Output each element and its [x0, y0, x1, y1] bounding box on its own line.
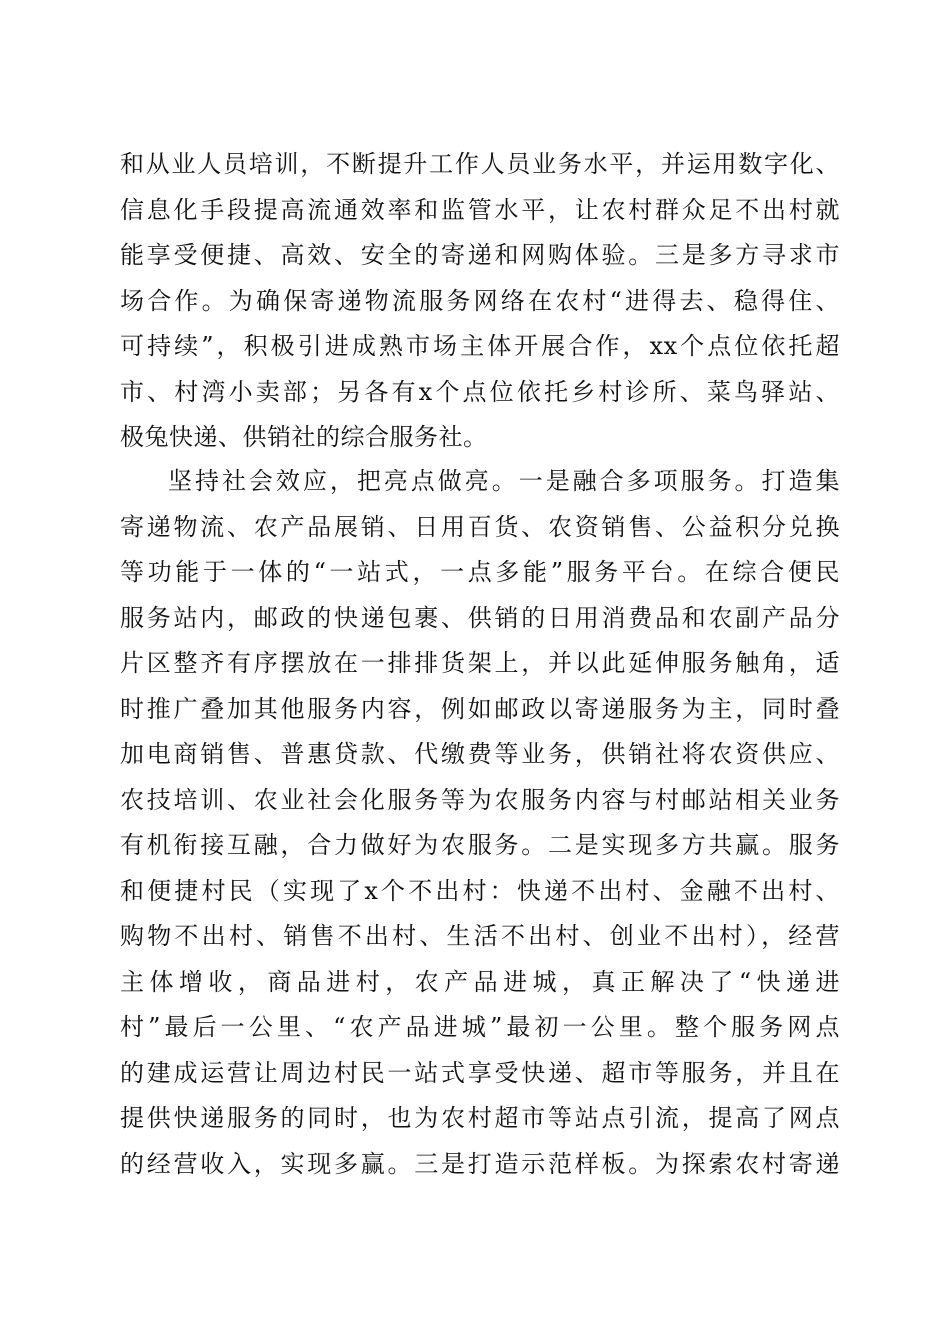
paragraph-line: 等功能于一体的“一站式，一点多能”服务平台。在综合便民 [120, 558, 840, 586]
paragraph-line: 寄递物流、农产品展销、日用百货、农资销售、公益积分兑换 [120, 512, 840, 541]
paragraph-line: 提供快递服务的同时，也为农村超市等站点引流，提高了网点 [120, 1104, 840, 1132]
paragraph-line: 有机衔接互融，合力做好为农服务。二是实现多方共赢。服务 [120, 831, 840, 859]
paragraph-line: 村”最后一公里、“农产品进城”最初一公里。整个服务网点 [120, 1013, 840, 1041]
paragraph-line: 的经营收入，实现多赢。三是打造示范样板。为探索农村寄递 [120, 1149, 840, 1178]
paragraph-line: 服务站内，邮政的快递包裹、供销的日用消费品和农副产品分 [120, 603, 840, 632]
paragraph-line: 和从业人员培训，不断提升工作人员业务水平，并运用数字化、 [120, 150, 840, 178]
paragraph-line: 农技培训、农业社会化服务等为农服务内容与村邮站相关业务 [120, 785, 840, 814]
paragraph-line: 极兔快递、供销社的综合服务社。 [120, 423, 488, 451]
paragraph-1 [120, 142, 840, 461]
paragraph-line: 购物不出村、销售不出村、生活不出村、创业不出村），经营 [120, 922, 840, 950]
paragraph-line: 场合作。为确保寄递物流服务网络在农村“进得去、稳得住、 [120, 286, 840, 315]
paragraph-line: 主体增收，商品进村，农产品进城，真正解决了“快递进 [120, 967, 840, 996]
paragraph-line: 和便捷村民（实现了x个不出村：快递不出村、金融不出村、 [120, 876, 840, 905]
paragraph-line: 片区整齐有序摆放在一排排货架上，并以此延伸服务触角，适 [120, 649, 840, 677]
paragraph-line: 信息化手段提高流通效率和监管水平，让农村群众足不出村就 [120, 195, 840, 224]
paragraph-line: 加电商销售、普惠贷款、代缴费等业务，供销社将农资供应、 [120, 740, 840, 768]
paragraph-line: 的建成运营让周边村民一站式享受快递、超市等服务，并且在 [120, 1058, 840, 1087]
paragraph-line: 能享受便捷、高效、安全的寄递和网购体验。三是多方寻求市 [120, 241, 840, 269]
paragraph-line: 可持续”，积极引进成熟市场主体开展合作，xx个点位依托超 [120, 332, 840, 360]
paragraph-line: 市、村湾小卖部；另各有x个点位依托乡村诊所、菜鸟驿站、 [120, 377, 840, 406]
paragraph-2 [120, 459, 840, 1187]
paragraph-line: 时推广叠加其他服务内容，例如邮政以寄递服务为主，同时叠 [120, 694, 840, 723]
paragraph-line: 坚持社会效应，把亮点做亮。一是融合多项服务。打造集 [168, 467, 840, 495]
